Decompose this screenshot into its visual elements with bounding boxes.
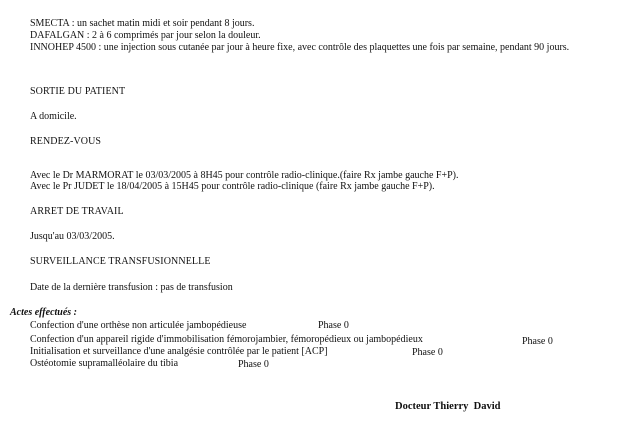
acte-label: Confection d'un appareil rigide d'immobilisation fémorojambier, fémoropédieux ou jambopédieux <box>30 334 423 345</box>
acte-phase: Phase 0 <box>522 336 553 347</box>
surveillance-text: Date de la dernière transfusion : pas de transfusion <box>30 282 233 293</box>
acte-label: Initialisation et surveillance d'une analgésie contrôlée par le patient [ACP] <box>30 346 328 357</box>
acte-phase: Phase 0 <box>412 347 443 358</box>
sortie-text: A domicile. <box>30 111 77 122</box>
section-heading-rendezvous: RENDEZ-VOUS <box>30 136 102 147</box>
acte-phase: Phase 0 <box>238 359 269 370</box>
rendezvous-item: Avec le Pr JUDET le 18/04/2005 à 15H45 pour contrôle radio-clinique (faire Rx jambe gauche F+P). <box>30 181 435 192</box>
signature: Docteur Thierry David <box>395 401 501 412</box>
acte-label: Confection d'une orthèse non articulée jambopédieuse <box>30 320 247 331</box>
acte-label: Ostéotomie supramalléolaire du tibia <box>30 358 179 369</box>
medication-smecta: SMECTA : un sachet matin midi et soir pendant 8 jours. <box>30 18 255 29</box>
section-heading-sortie: SORTIE DU PATIENT <box>30 86 126 97</box>
medication-dafalgan: DAFALGAN : 2 à 6 comprimés par jour selon la douleur. <box>30 30 261 41</box>
section-heading-arret: ARRET DE TRAVAIL <box>30 206 124 217</box>
medication-innohep: INNOHEP 4500 : une injection sous cutanée par jour à heure fixe, avec contrôle des plaquettes une fois par semaine, pendant 90 jours. <box>30 42 570 53</box>
arret-text: Jusqu'au 03/03/2005. <box>30 231 115 242</box>
acte-phase: Phase 0 <box>318 320 349 331</box>
rendezvous-item: Avec le Dr MARMORAT le 03/03/2005 à 8H45 pour contrôle radio-clinique.(faire Rx jambe gauche F+P). <box>30 170 459 181</box>
actes-heading: Actes effectués : <box>10 307 78 318</box>
section-heading-surveillance: SURVEILLANCE TRANSFUSIONNELLE <box>30 256 211 267</box>
